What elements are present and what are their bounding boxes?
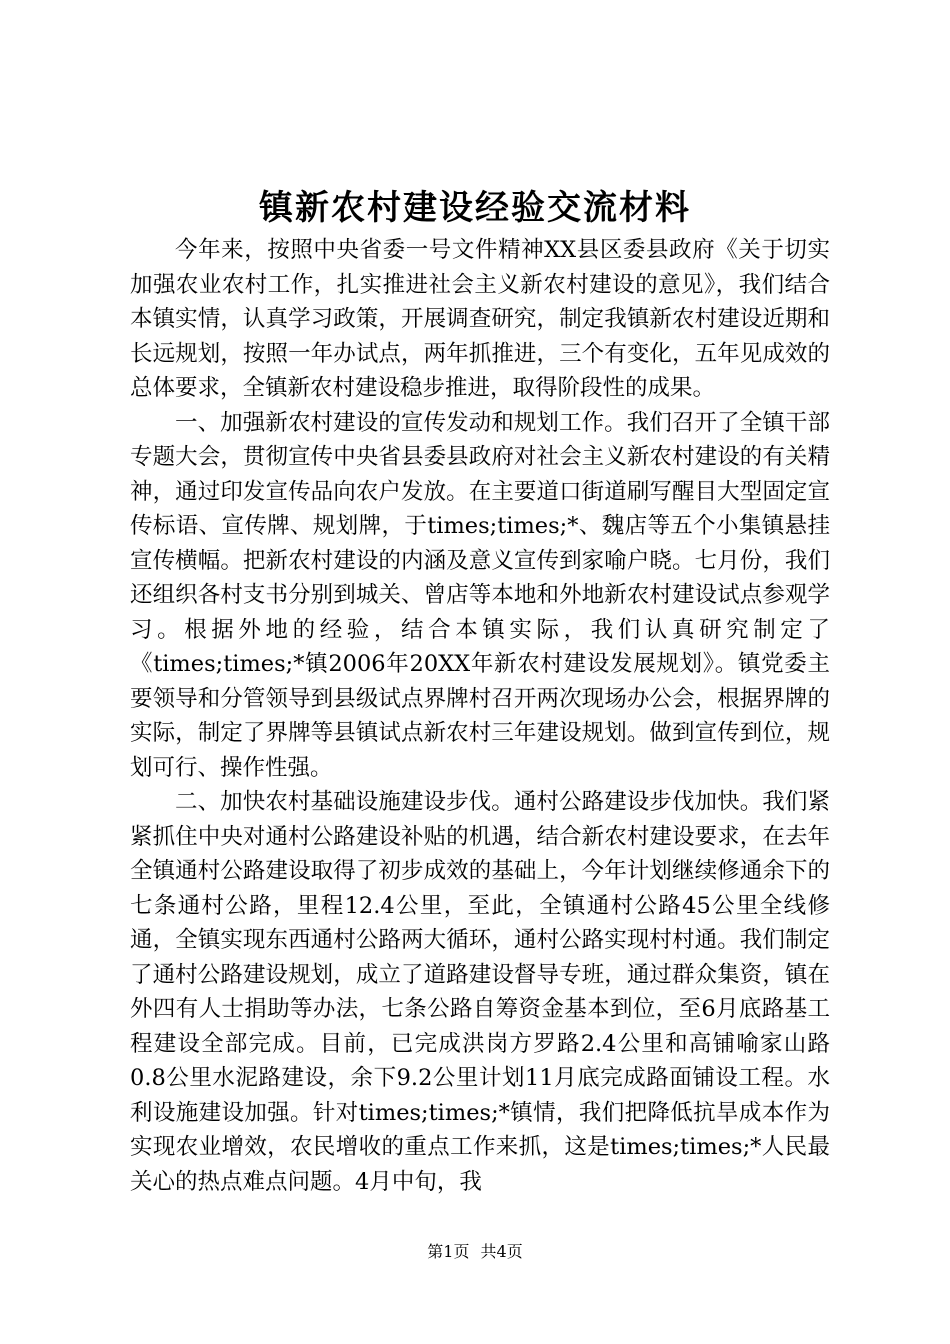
page-footer [0, 1240, 950, 1264]
page-number: 第1页 [427, 1242, 470, 1261]
page-total: 共4页 [480, 1242, 523, 1261]
document-body [130, 233, 830, 1199]
paragraph-section-2: 二、加快农村基础设施建设步伐。通村公路建设步伐加快。我们紧紧抓住中央对通村公路建设补贴的机遇，结合新农村建设要求，在去年全镇通村公路建设取得了初步成效的基础上，今年计划继续修通余下的七条通村公路，里程12.4公里，至此，全镇通村公路45公里全线修通，全镇实现东西通村公路两大循环，通村公路实现村村通。我们制定了通村公路建设规划，成立了道路建设督导专班，通过群众集资，镇在外四有人士捐助等办法，七条公路自筹资金基本到位，至6月底路基工程建设全部完成。目前，已完成洪岗方罗路2.4公里和高铺喻家山路0.8公里水泥路建设，余下9.2公里计划11月底完成路面铺设工程。水利设施建设加强。针对times;times;*镇情，我们把降低抗旱成本作为实现农业增效，农民增收的重点工作来抓，这是times;times;*人民最关心的热点难点问题。4月中旬，我 [130, 789, 830, 1195]
paragraph-section-1: 一、加强新农村建设的宣传发动和规划工作。我们召开了全镇干部专题大会，贯彻宣传中央省县委县政府对社会主义新农村建设的有关精神，通过印发宣传品向农户发放。在主要道口街道刷写醒目大型固定宣传标语、宣传牌、规划牌，于times;times;*、魏店等五个小集镇悬挂宣传横幅。把新农村建设的内涵及意义宣传到家喻户晓。七月份，我们还组织各村支书分别到城关、曾店等本地和外地新农村建设试点参观学习。根据外地的经验，结合本镇实际，我们认真研究制定了《times;times;*镇2006年20XX年新农村建设发展规划》。镇党委主要领导和分管领导到县级试点界牌村召开两次现场办公会，根据界牌的实际，制定了界牌等县镇试点新农村三年建设规划。做到宣传到位，规划可行、操作性强。 [130, 409, 830, 781]
paragraph-intro: 今年来，按照中央省委一号文件精神XX县区委县政府《关于切实加强农业农村工作，扎实推进社会主义新农村建设的意见》，我们结合本镇实情，认真学习政策，开展调查研究，制定我镇新农村建设近期和长远规划，按照一年办试点，两年抓推进，三个有变化，五年见成效的总体要求，全镇新农村建设稳步推进，取得阶段性的成果。 [130, 237, 830, 401]
document-title: 镇新农村建设经验交流材料 [259, 188, 691, 228]
